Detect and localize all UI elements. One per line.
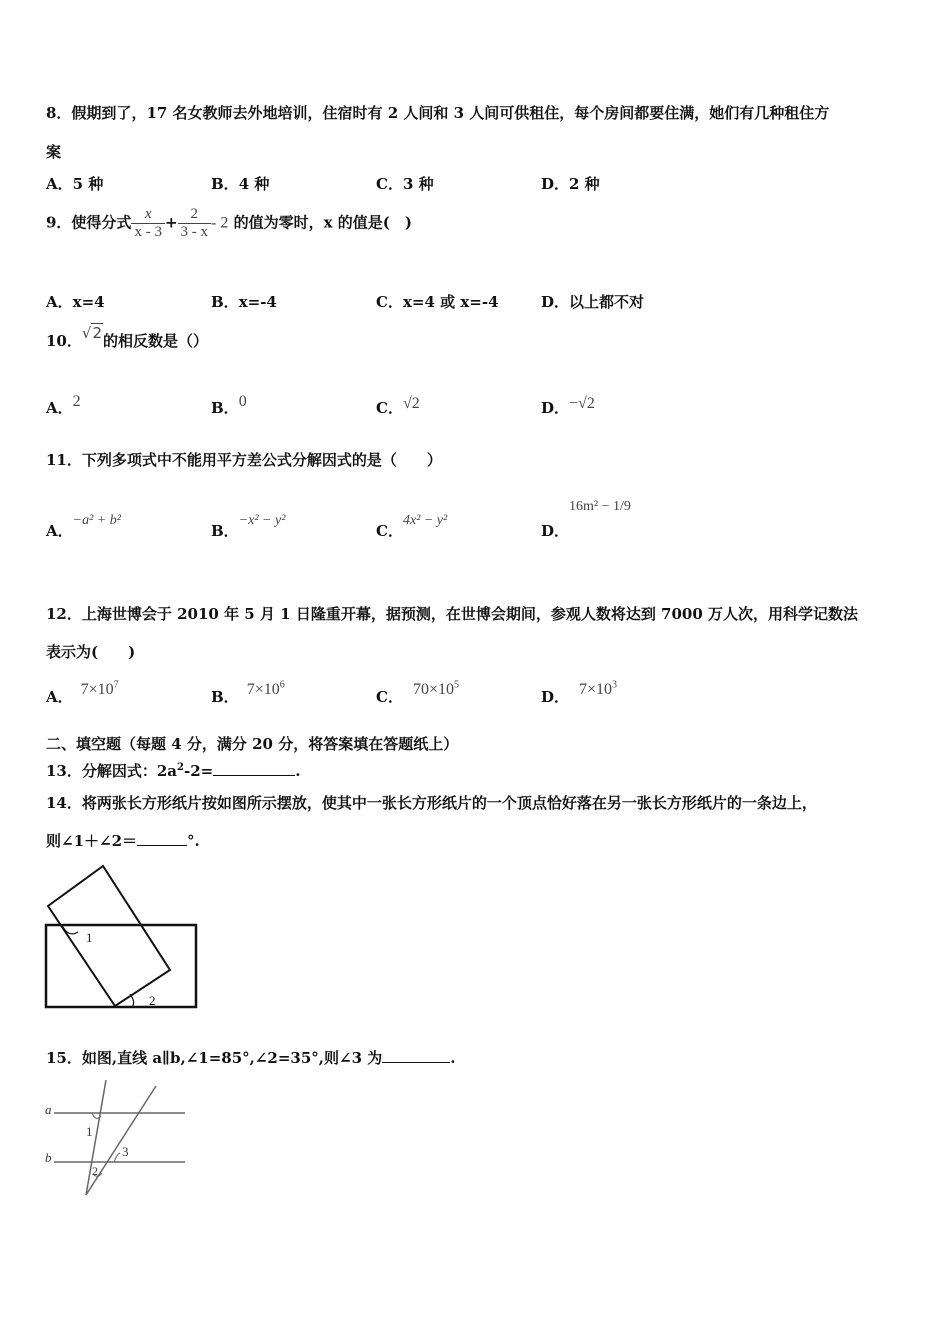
option-value: 16m² − 1/9 <box>569 499 631 514</box>
q15-label-b: b <box>45 1150 52 1165</box>
q15-angle3-label: 3 <box>122 1144 129 1159</box>
q9-fraction-1: $\frac{x}{x - 3}$ <box>131 206 165 241</box>
q9-minus-two: - 2 <box>211 214 229 232</box>
q9-fraction-2: $\frac{2}{3 - x}$ <box>178 206 212 241</box>
q10-option-b[interactable] <box>211 393 247 418</box>
q12-option-a[interactable] <box>46 679 119 707</box>
q10-option-c[interactable] <box>376 397 420 418</box>
option-label: A． <box>46 399 73 417</box>
q9-option-c[interactable] <box>376 291 499 312</box>
q8-text-line2: 案 <box>46 143 62 161</box>
option-label: D． <box>541 293 570 311</box>
option-value: 2 种 <box>569 175 600 193</box>
q12-option-c[interactable] <box>376 679 459 707</box>
q12-option-d[interactable] <box>541 679 618 707</box>
q15-figure <box>40 1078 200 1200</box>
q14-text-line1: 14．将两张长方形纸片按如图所示摆放，使其中一张长方形纸片的一个顶点恰好落在另一张长方形纸片的一条边上， <box>46 794 817 812</box>
q12-option-b[interactable] <box>211 679 285 707</box>
q13-answer-blank[interactable] <box>213 775 295 776</box>
q9-option-d[interactable] <box>541 291 644 312</box>
option-value: x=4 或 x=-4 <box>402 293 499 311</box>
option-label: D． <box>541 175 570 193</box>
q9-text <box>46 206 412 241</box>
q10-text <box>46 324 208 351</box>
option-label: B． <box>211 522 239 540</box>
option-label: A． <box>46 688 73 706</box>
q10-suffix: 的相反数是（） <box>102 332 208 350</box>
q9-plus: + <box>164 213 178 232</box>
section-2-heading: 二、填空题（每题 4 分，满分 20 分，将答案填在答题纸上） <box>46 735 459 753</box>
option-label: C． <box>376 688 403 706</box>
q12-text-line2: 表示为( ) <box>46 643 136 661</box>
q10-option-a[interactable] <box>46 393 81 418</box>
q14-angle1-label: 1 <box>86 930 93 945</box>
q9-option-a[interactable] <box>46 291 105 312</box>
q15-label-a: a <box>45 1102 52 1117</box>
q13-text: 13．分解因式：$2a^2-2=$ . <box>46 762 301 780</box>
option-label: D． <box>541 522 570 540</box>
option-label: A． <box>46 522 73 540</box>
q12-text-line1: 12．上海世博会于 2010 年 5 月 1 日隆重开幕，据预测，在世博会期间，参观人数将达到 7000 万人次，用科学记数法 <box>46 605 859 623</box>
option-label: B． <box>211 293 239 311</box>
option-value: 以上都不对 <box>569 293 645 311</box>
option-label: D． <box>541 399 570 417</box>
option-value: x=-4 <box>238 293 277 311</box>
q11-text: 11．下列多项式中不能用平方差公式分解因式的是（ ） <box>46 451 442 469</box>
q11-option-c[interactable] <box>376 513 448 541</box>
q10-prefix: 10． <box>46 332 82 350</box>
option-label: A． <box>46 293 73 311</box>
option-label: B． <box>211 399 239 417</box>
q10-option-d[interactable] <box>541 397 595 418</box>
q9-suffix: 的值为零时，x 的值是( ) <box>233 213 412 232</box>
option-value: $7\times 10^6$ <box>246 679 285 698</box>
q14-figure <box>40 860 210 1015</box>
option-value: $70\times 10^5$ <box>412 679 459 698</box>
q15-angle2-label: 2 <box>92 1164 98 1178</box>
option-value: 3 种 <box>402 175 434 193</box>
option-value: 0 <box>238 393 247 410</box>
option-value: $7\times 10^3$ <box>579 679 618 698</box>
q8-option-d[interactable] <box>541 173 600 194</box>
option-value: 4 种 <box>238 175 270 193</box>
q11-option-d[interactable] <box>541 499 631 541</box>
option-label: A． <box>46 175 73 193</box>
q8-option-b[interactable] <box>211 173 269 194</box>
option-value: −√2 <box>569 395 595 412</box>
q14-angle2-label: 2 <box>149 993 156 1008</box>
q15-angle1-label: 1 <box>86 1124 93 1139</box>
q15-answer-blank[interactable] <box>382 1062 450 1063</box>
option-label: B． <box>211 175 239 193</box>
q8-text-line1: 8．假期到了，17 名女教师去外地培训，住宿时有 2 人间和 3 人间可供租住，每个房间都要住满，她们有几种租住方 <box>46 104 830 122</box>
option-value: 5 种 <box>72 175 104 193</box>
option-value: 2 <box>72 393 81 410</box>
option-value: −a² + b² <box>72 513 121 528</box>
option-value: −x² − y² <box>238 513 286 528</box>
q14-answer-blank[interactable] <box>137 845 187 846</box>
q11-option-a[interactable] <box>46 513 121 541</box>
option-label: B． <box>211 688 239 706</box>
option-value: $7\times 10^7$ <box>80 679 119 698</box>
q15-transversal-2 <box>86 1086 156 1195</box>
option-value: 4x² − y² <box>402 513 448 528</box>
q14-tilted-rectangle <box>48 866 170 1006</box>
option-value: √2 <box>402 395 420 412</box>
q14-text-line2: 则∠1＋∠2＝ °. <box>46 832 200 850</box>
option-value: x=4 <box>72 293 105 311</box>
q9-prefix: 9．使得分式 <box>46 213 132 232</box>
option-label: C． <box>376 399 403 417</box>
q9-option-b[interactable] <box>211 291 277 312</box>
option-label: C． <box>376 522 403 540</box>
q15-text: 15．如图,直线 a∥b,∠1=85°,∠2=35°,则∠3 为 . <box>46 1049 456 1067</box>
q8-option-a[interactable] <box>46 173 103 194</box>
option-label: C． <box>376 175 403 193</box>
q8-option-c[interactable] <box>376 173 434 194</box>
q11-option-b[interactable] <box>211 513 286 541</box>
sqrt-two: √2 <box>81 324 102 342</box>
option-label: D． <box>541 688 570 706</box>
option-label: C． <box>376 293 403 311</box>
